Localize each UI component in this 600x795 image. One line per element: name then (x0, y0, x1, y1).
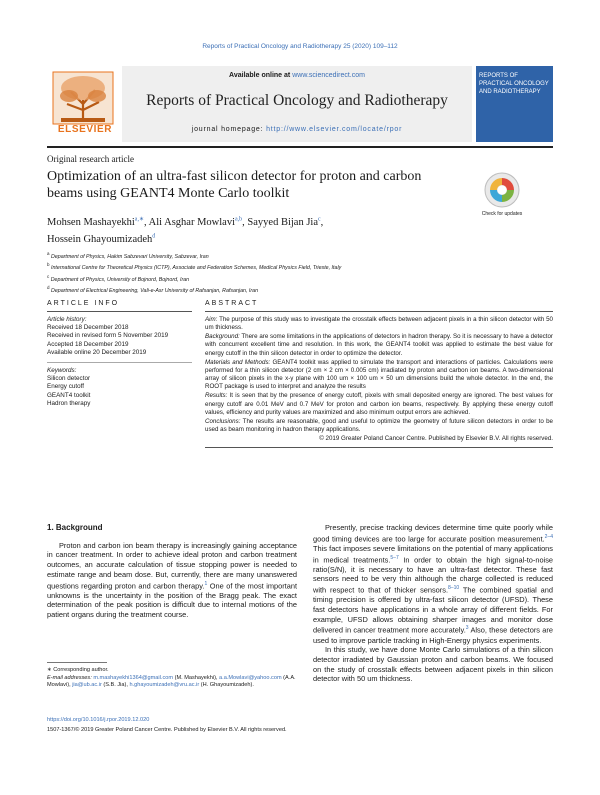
journal-title[interactable]: Reports of Practical Oncology and Radiotherapy (146, 92, 448, 109)
available-prefix: Available online at (229, 72, 291, 79)
crossmark-icon[interactable] (483, 171, 521, 209)
history-revised: Received in revised form 5 November 2019 (47, 332, 169, 340)
abstract-text: There are some limitations in the applications of detectors in hadron therapy. So it is necessary to have a detector with concurrent excellent time and resolution. In this work, the GEANT4 toolkit was applied to estimate the best value for energy cutoff in the thin silicon detector in order to optimize the detector. (205, 333, 553, 357)
body-paragraph: In this study, we have done Monte Carlo simulations of a thin silicon detector irradiated by Gaussian proton and carbon beams. We focused on the study of crosstalk effects between adjacent pixels in thin silicon detector with 50 um thickness. (313, 645, 553, 684)
affiliation-item (47, 273, 547, 284)
affiliations (47, 250, 547, 295)
history-accepted: Accepted 18 December 2019 (47, 340, 129, 348)
email-owner: (H. Ghayoumizadeh). (199, 682, 254, 688)
article-info-heading: ARTICLE INFO (47, 300, 120, 307)
body-right-column (313, 523, 553, 684)
affiliation-item (47, 250, 547, 261)
paragraph-text: Presently, precise tracking devices determine time quite poorly while good timing devices are too large for accurate position measurement. (313, 523, 553, 544)
issn-copyright: 1507-1367/© 2019 Greater Poland Cancer Centre. Published by Elsevier B.V. All rights reserved. (47, 727, 287, 733)
email-link[interactable]: h.ghayoumizadeh@vru.ac.ir (129, 682, 200, 688)
journal-homepage (122, 126, 472, 133)
abstract-body (205, 316, 553, 434)
history-label: Article history: (47, 316, 87, 323)
keywords (47, 367, 192, 408)
email-link[interactable]: a.a.Mowlavi@yahoo.com (219, 674, 282, 681)
citation-ref[interactable]: 2–4 (544, 533, 553, 540)
available-online (122, 72, 472, 79)
citation-ref[interactable]: 8–10 (448, 585, 460, 592)
paragraph-text: Proton and carbon ion beam therapy is increasingly gaining acceptance in cancer treatment. In order to achieve ideal proton and carbon treatment outcomes, an accurate calculation of tissue stopping power is needed to estimate range and beam dose. But, currently, there are many unanswered questions regarding proton and carbon therapy. (47, 540, 297, 590)
author-separator: , (143, 216, 149, 228)
doi-link[interactable]: https://doi.org/10.1016/j.rpor.2019.12.020 (47, 717, 150, 723)
author-separator: , (242, 216, 248, 228)
abstract-background (205, 333, 553, 357)
header-divider (47, 146, 553, 148)
abstract-copyright: © 2019 Greater Poland Cancer Centre. Published by Elsevier B.V. All rights reserved. (319, 435, 553, 443)
abstract-label: Conclusions: (205, 417, 241, 425)
email-owner: (S.B. Jia), (101, 682, 128, 688)
article-history (47, 316, 192, 357)
abstract-text: GEANT4 toolkit was applied to simulate the transport and interactions of particles. Calculations were performed for a thin silicon detector (2 cm × 2 cm × 0.005 cm) irradiated by proton and carbon ion beams. A two-dimensional array of silicon pixels in the x-y plane with 100 um × 100 um × 50 um dimensions build the whole detector. In the end, the ROOT package is used to interpret and analyze the results (205, 358, 553, 391)
author[interactable] (47, 234, 155, 245)
publisher-name: ELSEVIER (57, 124, 113, 135)
article-title: Optimization of an ultra-fast silicon detector for proton and carbon beams using GEANT4 Monte Carlo toolkit (47, 169, 422, 201)
sciencedirect-link[interactable]: www.sciencedirect.com (292, 72, 365, 79)
abstract-rule (205, 311, 553, 312)
paragraph-text: This fact imposes severe limitations on the potential of many applications in medical treatments. (313, 543, 553, 565)
keywords-label: Keywords: (47, 367, 77, 375)
paragraph-text: The combined spatial and timing precision is offered by ultra-fast silicon detector (UFSD). These fast detectors have applications in a whole array of different fields. For example, UFSD allows obtaining sharper images and monitor dose delivered in cancer treatment more accurately. (313, 585, 553, 635)
citation-ref[interactable]: 5–7 (390, 554, 399, 561)
affiliation-item (47, 261, 547, 272)
abstract-label: Background: (205, 333, 240, 341)
abstract-label: Aim: (205, 316, 218, 323)
abstract-conclusions (205, 418, 553, 434)
keyword-item[interactable]: GEANT4 toolkit (47, 391, 91, 399)
journal-cover-title: REPORTS OF PRACTICAL ONCOLOGY AND RADIOTHERAPY (479, 73, 549, 95)
affiliation-text: Department of Physics, University of Bojnord, Bojnord, Iran (50, 276, 190, 283)
email-addresses (47, 675, 297, 690)
paragraph-text: In order to obtain the high signal-to-noise ratio(S/N), it is necessary to have an ultra-fast detector. These fast sensors need to be very thin although the charge collected is reduced with respect to that of thicker sensors. (313, 555, 554, 595)
abstract-heading: ABSTRACT (205, 300, 259, 307)
affiliation-text: Department of Physics, Hakim Sabzevari University, Sabzevar, Iran (51, 253, 209, 260)
email-owner: (A.A. Mowlavi), (47, 674, 296, 688)
author-name: Hossein Ghayoumizadeh (47, 234, 153, 245)
section-heading: 1. Background (47, 523, 103, 532)
affiliation-marker: b (47, 262, 50, 268)
paragraph-text: One of the most important unknowns is the uncertainty in the position of the Bragg peak. The exact determination of the peak position is difficult due to internal motions of the patient organs during the treatment course. (47, 580, 298, 620)
author[interactable] (247, 217, 323, 228)
corresponding-author-note: ∗ Corresponding author. (47, 667, 109, 673)
abstract-label: Materials and Methods: (205, 358, 271, 366)
affiliation-marker: c (47, 273, 50, 279)
email-link[interactable]: m.mashayekhi1364@gmail.com (93, 674, 174, 681)
keyword-item[interactable]: Energy cutoff (47, 383, 84, 391)
abstract-end-rule (205, 447, 553, 448)
email-link[interactable]: jia@ub.ac.ir (72, 682, 102, 688)
author-affiliation-marker[interactable]: a,∗ (134, 216, 144, 222)
email-owner: (M. Mashayekhi), (173, 674, 218, 681)
homepage-prefix: journal homepage: (191, 126, 264, 133)
body-left-column (47, 523, 297, 620)
abstract-text: The results are reasonable, good and useful to optimize the geometry of future silicon detectors in order to be used as beam monitoring in hadron therapy applications. (205, 417, 553, 434)
body-paragraph (313, 523, 553, 645)
affiliation-marker: d (47, 285, 50, 291)
citation-ref[interactable]: 1 (204, 580, 208, 587)
author-name: Ali Asghar Mowlavi (148, 216, 235, 228)
homepage-link[interactable]: http://www.elsevier.com/locate/rpor (266, 126, 403, 133)
citation-ref[interactable]: 3 (465, 625, 469, 632)
abstract-panel (205, 300, 553, 448)
author-name: Mohsen Mashayekhi (47, 216, 135, 228)
running-head[interactable]: Reports of Practical Oncology and Radiotherapy 25 (2020) 109–112 (202, 43, 398, 50)
footnote-rule (47, 662, 107, 663)
body-paragraph (47, 541, 297, 620)
affiliation-text: International Centre for Theoretical Physics (ICTP), Associate and Federation Schemes, Medical Physics Field, Trieste, Italy (51, 265, 342, 272)
history-received: Received 18 December 2018 (47, 324, 129, 332)
abstract-text: It is seen that by the presence of energy cutoff, pixels with small deposited energy are ignored. The best values for energy cutoff are 0.01 MeV and 0.7 MeV for proton and carbon ion beams, respectively. By applying these energy cutoff values, efficiency and purity values are maximized and also minimum output errors are achieved. (205, 392, 553, 416)
author-affiliation-marker[interactable]: c (317, 216, 321, 222)
article-info-panel (47, 300, 192, 408)
abstract-methods (205, 359, 553, 392)
email-label: E-mail addresses: (47, 674, 92, 681)
keyword-item[interactable]: Silicon detector (47, 375, 91, 383)
abstract-text: The purpose of this study was to investigate the crosstalk effects between adjacent pixels in a thin silicon detector with 50 um thickness. (205, 316, 553, 332)
paragraph-text: Also, these detectors are used to improve particle tracking in High-Energy physics experiments. (313, 625, 553, 645)
author[interactable] (149, 217, 248, 228)
abstract-aim (205, 316, 553, 332)
author-affiliation-marker[interactable]: a,b (234, 216, 243, 222)
elsevier-tree-logo (47, 70, 119, 132)
affiliation-item (47, 284, 547, 295)
keyword-item[interactable]: Hadron therapy (47, 399, 91, 407)
article-info-rule (47, 311, 192, 312)
author-list (47, 212, 497, 247)
history-online: Available online 20 December 2019 (47, 348, 147, 356)
author-separator: , (320, 216, 324, 228)
affiliation-text: Department of Electrical Engineering, Vali-e-Asr University of Rafsanjan, Rafsanjan, Iran (51, 287, 259, 294)
crossmark-label[interactable]: Check for updates (481, 211, 523, 217)
author-name: Sayyed Bijan Jia (247, 216, 318, 228)
article-type: Original research article (47, 154, 134, 164)
abstract-label: Results: (205, 392, 228, 400)
affiliation-marker: a (47, 251, 50, 256)
author-affiliation-marker[interactable]: d (152, 233, 156, 240)
author[interactable] (47, 217, 149, 228)
keywords-rule (47, 362, 192, 363)
footnotes (47, 667, 297, 690)
abstract-results (205, 392, 553, 416)
